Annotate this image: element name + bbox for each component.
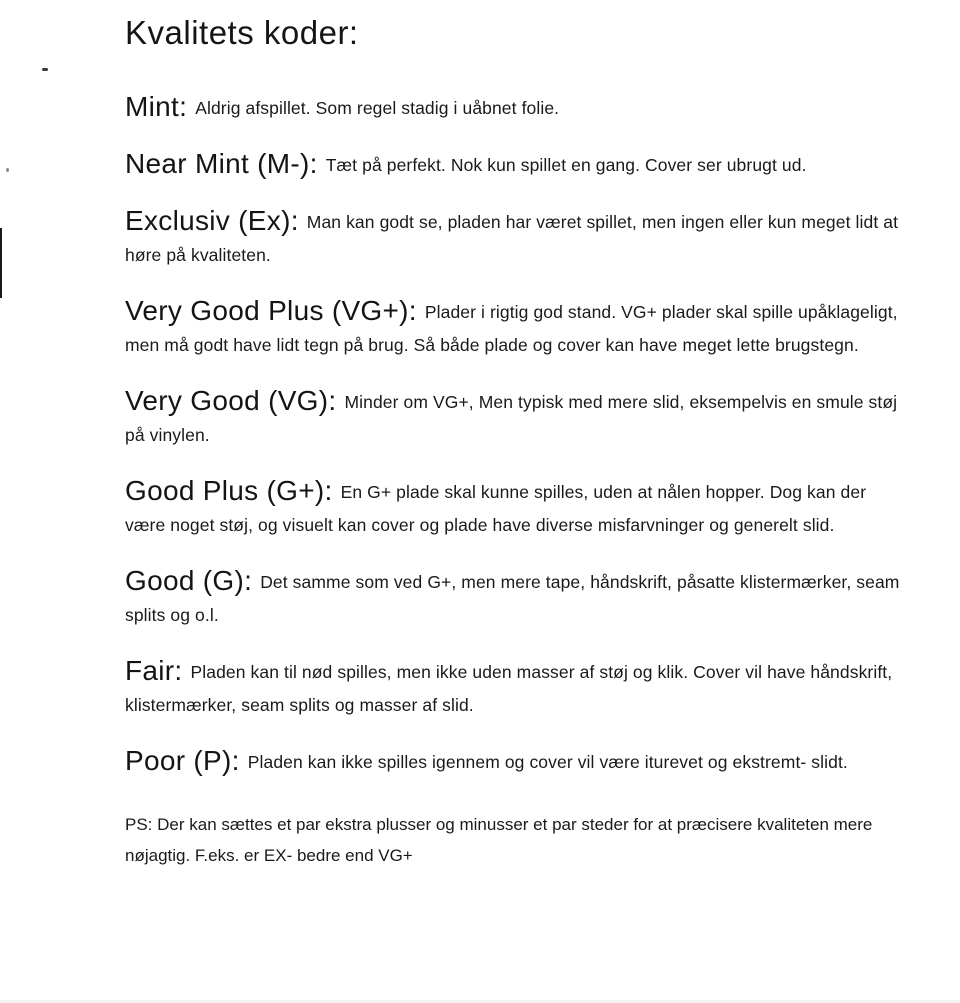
grade-description: Pladen kan ikke spilles igennem og cover vil være iturevet og ekstremt- slidt. [247, 752, 848, 772]
grade-description: Plader i rigtig god stand. VG+ plader skal spille upåklageligt, men må godt have lidt tegn på brug. Så både plade og cover kan have meget lette brugstegn. [125, 302, 898, 355]
grade-term: Good (G): [125, 565, 253, 596]
grade-entry-good [125, 564, 902, 632]
grade-entry-very-good [125, 384, 902, 452]
grade-term: Exclusiv (Ex): [125, 205, 299, 236]
scan-artifact-dash [42, 68, 48, 71]
grade-description: En G+ plade skal kunne spilles, uden at nålen hopper. Dog kan der være noget støj, og visuelt kan cover og plade have diverse misfarvninger og generelt slid. [125, 482, 867, 535]
grade-term: Fair: [125, 655, 183, 686]
grade-term: Mint: [125, 91, 188, 122]
grade-term: Very Good Plus (VG+): [125, 295, 417, 326]
grade-description: Man kan godt se, pladen har været spillet, men ingen eller kun meget lidt at høre på kvaliteten. [125, 212, 899, 265]
page-title: Kvalitets koder: [125, 14, 359, 51]
grade-description: Pladen kan til nød spilles, men ikke uden masser af støj og klik. Cover vil have håndskrift, klistermærker, seam splits og masser af slid. [125, 662, 893, 715]
grade-entry-poor [125, 744, 902, 779]
grade-entry-very-good-plus [125, 294, 902, 362]
grade-entry-mint [125, 90, 902, 125]
grade-description: Tæt på perfekt. Nok kun spillet en gang. Cover ser ubrugt ud. [325, 155, 807, 175]
grade-description: Aldrig afspillet. Som regel stadig i uåbnet folie. [195, 98, 560, 118]
grade-description: Minder om VG+, Men typisk med mere slid, eksempelvis en smule støj på vinylen. [125, 392, 898, 445]
grade-description: Det samme som ved G+, men mere tape, håndskrift, påsatte klistermærker, seam splits og o.l. [125, 572, 900, 625]
grade-term: Poor (P): [125, 745, 240, 776]
grade-term: Good Plus (G+): [125, 475, 333, 506]
grade-entry-good-plus [125, 474, 902, 542]
grade-term: Very Good (VG): [125, 385, 337, 416]
grade-term: Near Mint (M-): [125, 148, 318, 179]
grade-entry-near-mint [125, 147, 902, 182]
scan-artifact-edge-line [0, 228, 2, 298]
ps-note: PS: Der kan sættes et par ekstra plusser og minusser et par steder for at præcisere kvaliteten mere nøjagtig. F.eks. er EX- bedre end VG+ [125, 815, 873, 865]
grade-entry-fair [125, 654, 902, 722]
scan-artifact-dot [6, 168, 9, 172]
grade-entry-exclusiv [125, 204, 902, 272]
